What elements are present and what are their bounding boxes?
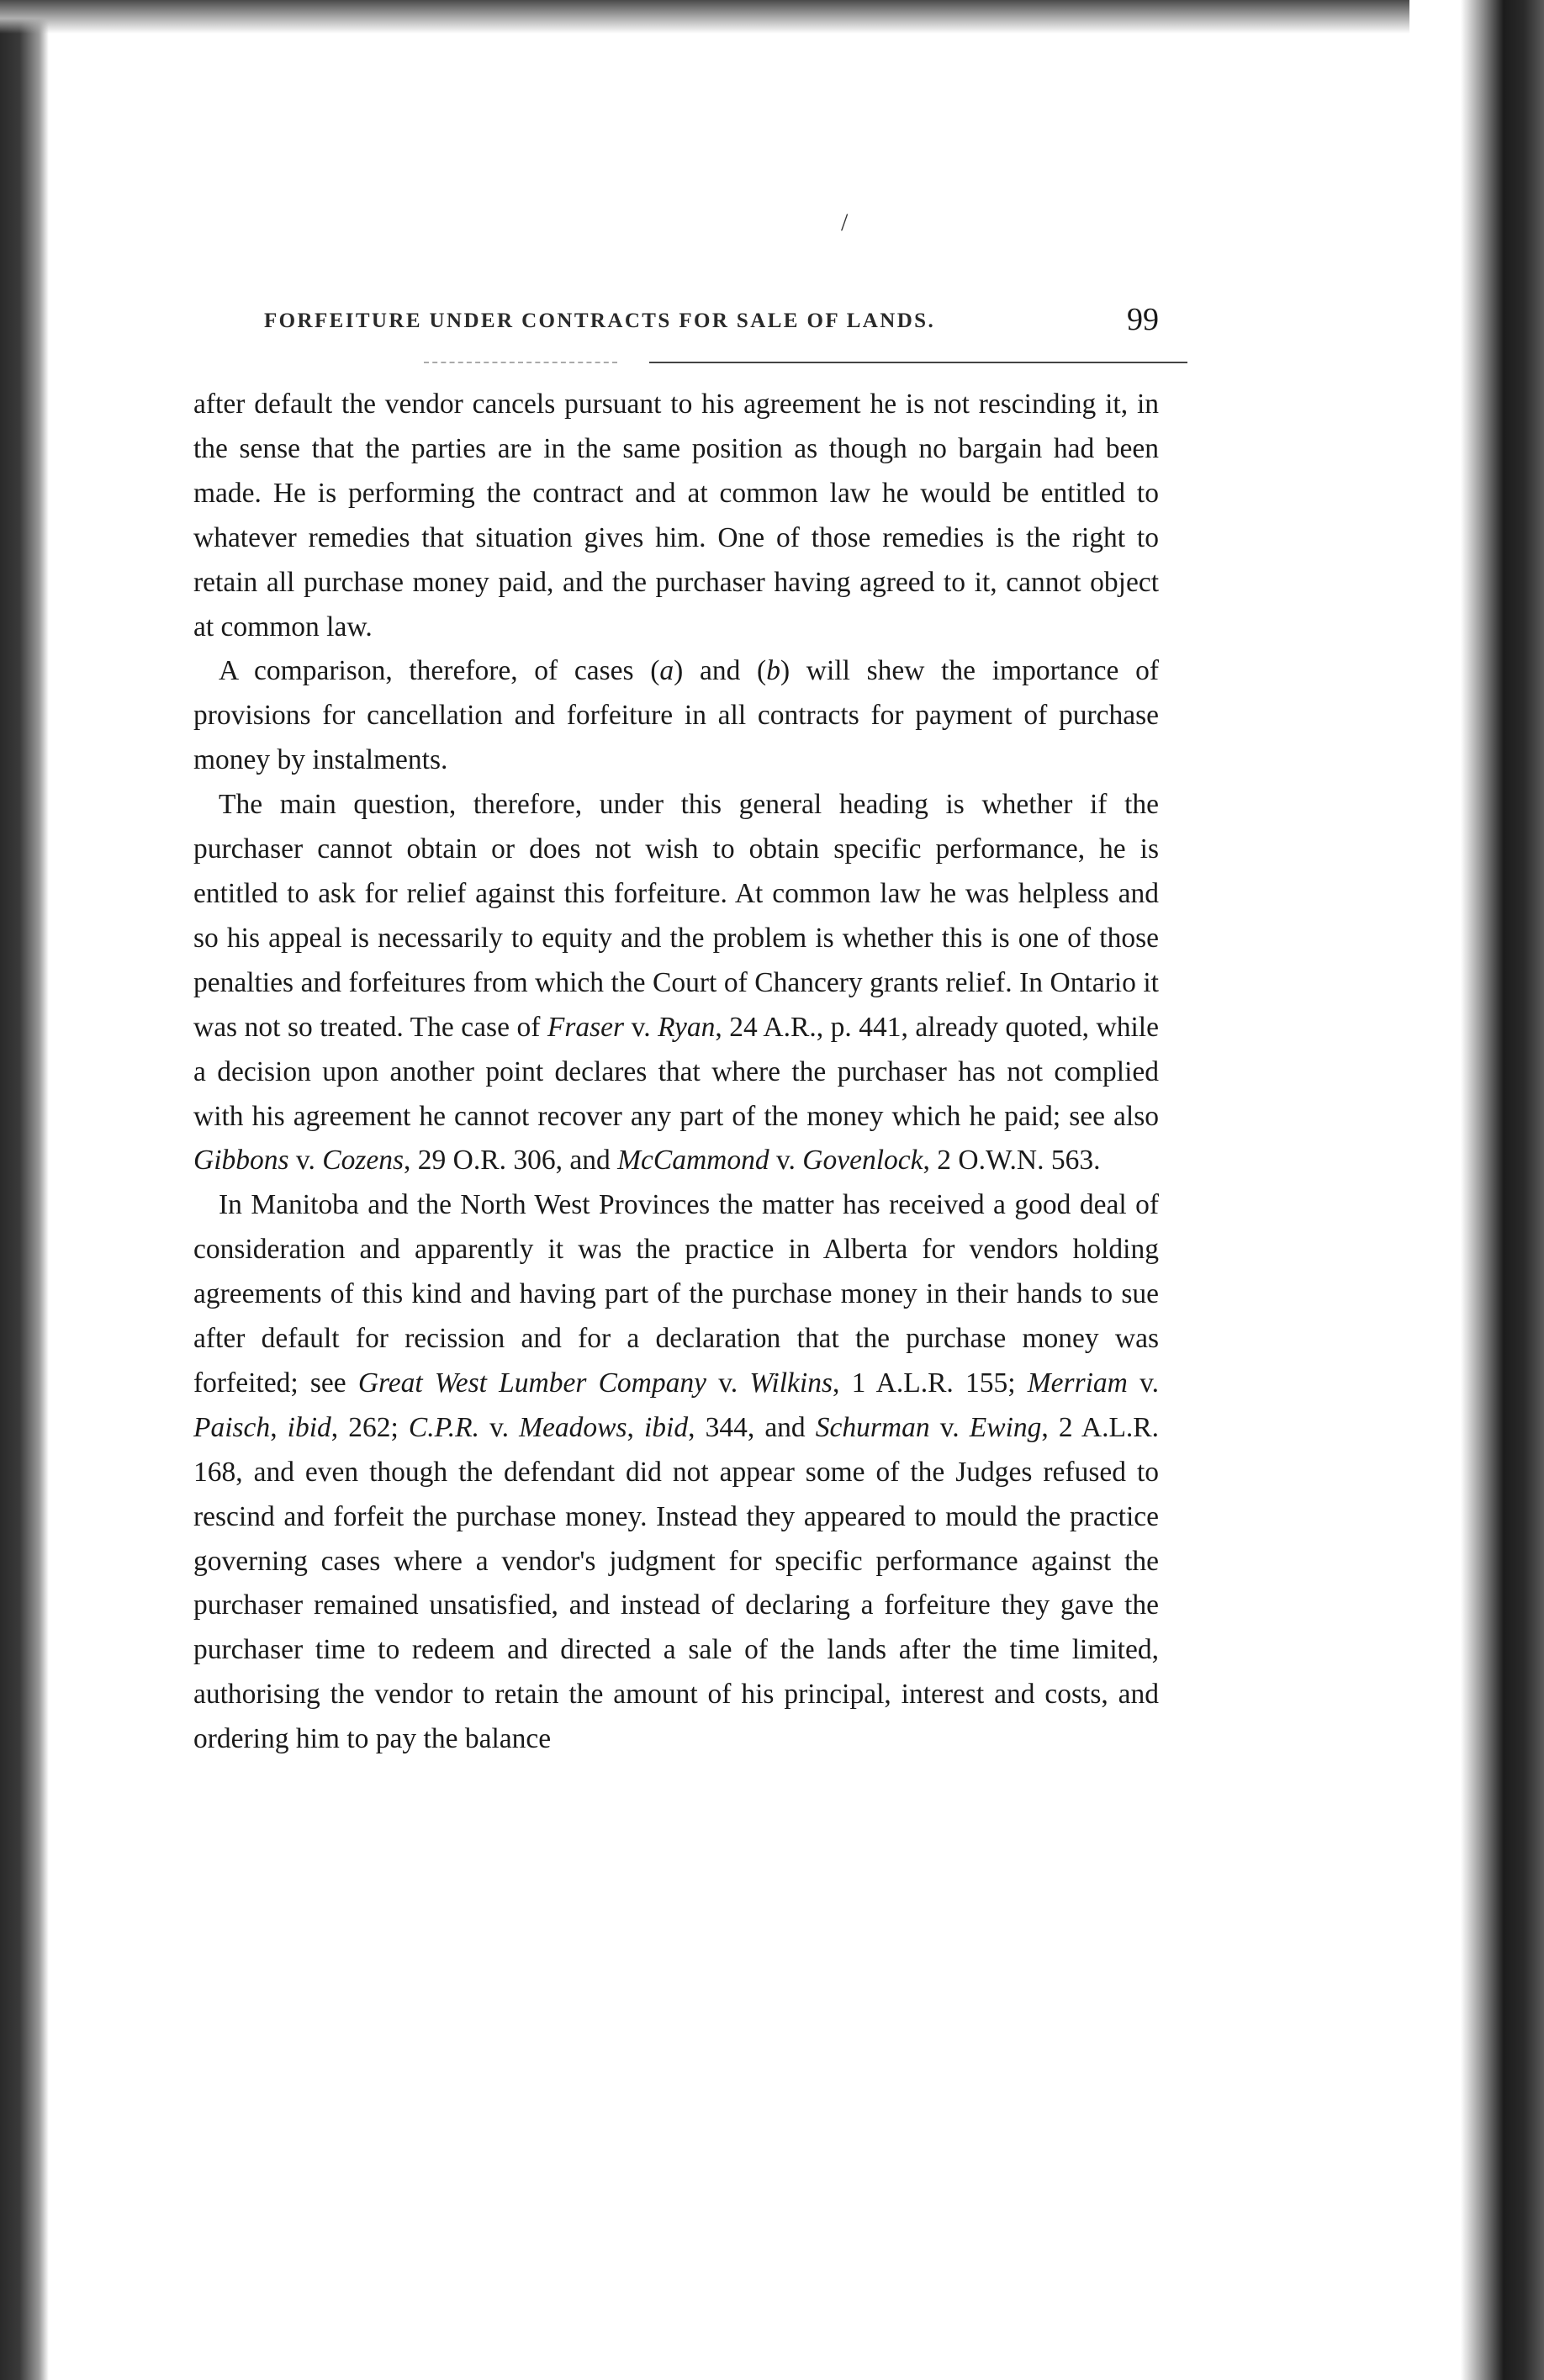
text-run: ) will shew the importance of provisions for cancellation and forfeiture in all contracts for payment of purchase money by instalments. bbox=[193, 655, 1160, 776]
text-run: A comparison, therefore, of cases ( bbox=[219, 655, 660, 687]
citation-italic: Schurman bbox=[815, 1411, 930, 1443]
text-run: , 1 A.L.R. 155; bbox=[833, 1367, 1028, 1399]
citation-italic: Gibbons bbox=[193, 1145, 289, 1177]
text-run: v. bbox=[706, 1367, 750, 1399]
stray-mark: / bbox=[841, 209, 849, 236]
paragraph bbox=[193, 783, 1159, 1183]
citation-italic: Ryan bbox=[658, 1011, 716, 1043]
citation-italic: ibid bbox=[287, 1411, 331, 1443]
text-run: , bbox=[270, 1411, 288, 1443]
page-number: 99 bbox=[1127, 302, 1159, 337]
paragraph bbox=[193, 1183, 1159, 1762]
running-title: FORFEITURE UNDER CONTRACTS FOR SALE OF LANDS. bbox=[264, 309, 936, 332]
scan-edge-top bbox=[0, 0, 1544, 34]
text-run: v. bbox=[929, 1411, 970, 1443]
text-run: , 29 O.R. 306, and bbox=[404, 1145, 618, 1177]
text-run: , 344, and bbox=[688, 1411, 816, 1443]
citation-italic: a bbox=[659, 655, 674, 687]
citation-italic: ibid bbox=[644, 1411, 689, 1443]
citation-italic: Merriam bbox=[1027, 1367, 1128, 1399]
header-rule bbox=[649, 362, 1187, 363]
paragraph bbox=[193, 649, 1159, 783]
text-run: ) and ( bbox=[674, 655, 767, 687]
citation-italic: Meadows bbox=[519, 1411, 627, 1443]
text-run: The main question, therefore, under this general heading is whether if the purchaser cannot obtain or does not wish to obtain specific performance, he is entitled to ask for relief against this forfeiture. At common law he was helpless and so his appeal is necessarily to equity and the problem is whether this is one of those penalties and forfeitures from which the Court of Chancery grants relief. In Ontario it was not so treated. The case of bbox=[193, 789, 1159, 1043]
scan-edge-right bbox=[1409, 0, 1544, 2380]
citation-italic: Fraser bbox=[547, 1011, 625, 1043]
text-run: v. bbox=[624, 1011, 658, 1043]
citation-italic: Ewing bbox=[969, 1411, 1042, 1443]
text-run: , 262; bbox=[330, 1411, 409, 1443]
citation-italic: C.P.R. bbox=[408, 1411, 479, 1443]
citation-italic: McCammond bbox=[617, 1145, 769, 1177]
citation-italic: Wilkins bbox=[749, 1367, 833, 1399]
scan-edge-left bbox=[0, 0, 49, 2380]
running-head bbox=[264, 291, 1159, 341]
text-run: after default the vendor cancels pursuant to his agreement he is not rescinding it, in the sense that the parties are in the same position as though no bargain had been made. He is performing the contract and at common law he would be entitled to whatever remedies that situation gives him. One of those remedies is the right to retain all purchase money paid, and the purchaser having agreed to it, cannot object at common law. bbox=[193, 389, 1159, 643]
citation-italic: Great West Lumber Company bbox=[357, 1367, 706, 1399]
text-run: , 24 A.R., p. 441, already quoted, while a decision upon another point declares that where the purchaser has not complied with his agreement he cannot recover any part of the money which he paid; see also bbox=[193, 1011, 1159, 1132]
text-run: v. bbox=[479, 1411, 520, 1443]
paragraph bbox=[193, 383, 1159, 649]
header-dashed-rule bbox=[424, 362, 617, 363]
text-run: v. bbox=[288, 1145, 323, 1177]
text-run: In Manitoba and the North West Provinces the matter has received a good deal of consideration and apparently it was the practice in Alberta for vendors holding agreements of this kind and having part of the purchase money in their hands to sue after default for recission and for a declaration that the purchase money was forfeited; see bbox=[193, 1189, 1159, 1399]
text-run: v. bbox=[1127, 1367, 1160, 1399]
citation-italic: Cozens bbox=[322, 1145, 405, 1177]
citation-italic: Govenlock bbox=[802, 1145, 923, 1177]
text-run: v. bbox=[769, 1145, 803, 1177]
body-text bbox=[193, 383, 1159, 1762]
text-run: , bbox=[627, 1411, 644, 1443]
citation-italic: b bbox=[766, 655, 780, 687]
text-run: , 2 O.W.N. 563. bbox=[923, 1145, 1101, 1177]
text-run: , 2 A.L.R. 168, and even though the defendant did not appear some of the Judges refused to rescind and forfeit the purchase money. Instead they appeared to mould the practice governing cases where a vendor's judgment for specific performance against the purchaser remained unsatisfied, and instead of declaring a forfeiture they gave the purchaser time to redeem and directed a sale of the lands after the time limited, authorising the vendor to retain the amount of his principal, interest and costs, and ordering him to pay the balance bbox=[193, 1411, 1159, 1755]
citation-italic: Paisch bbox=[193, 1411, 271, 1443]
